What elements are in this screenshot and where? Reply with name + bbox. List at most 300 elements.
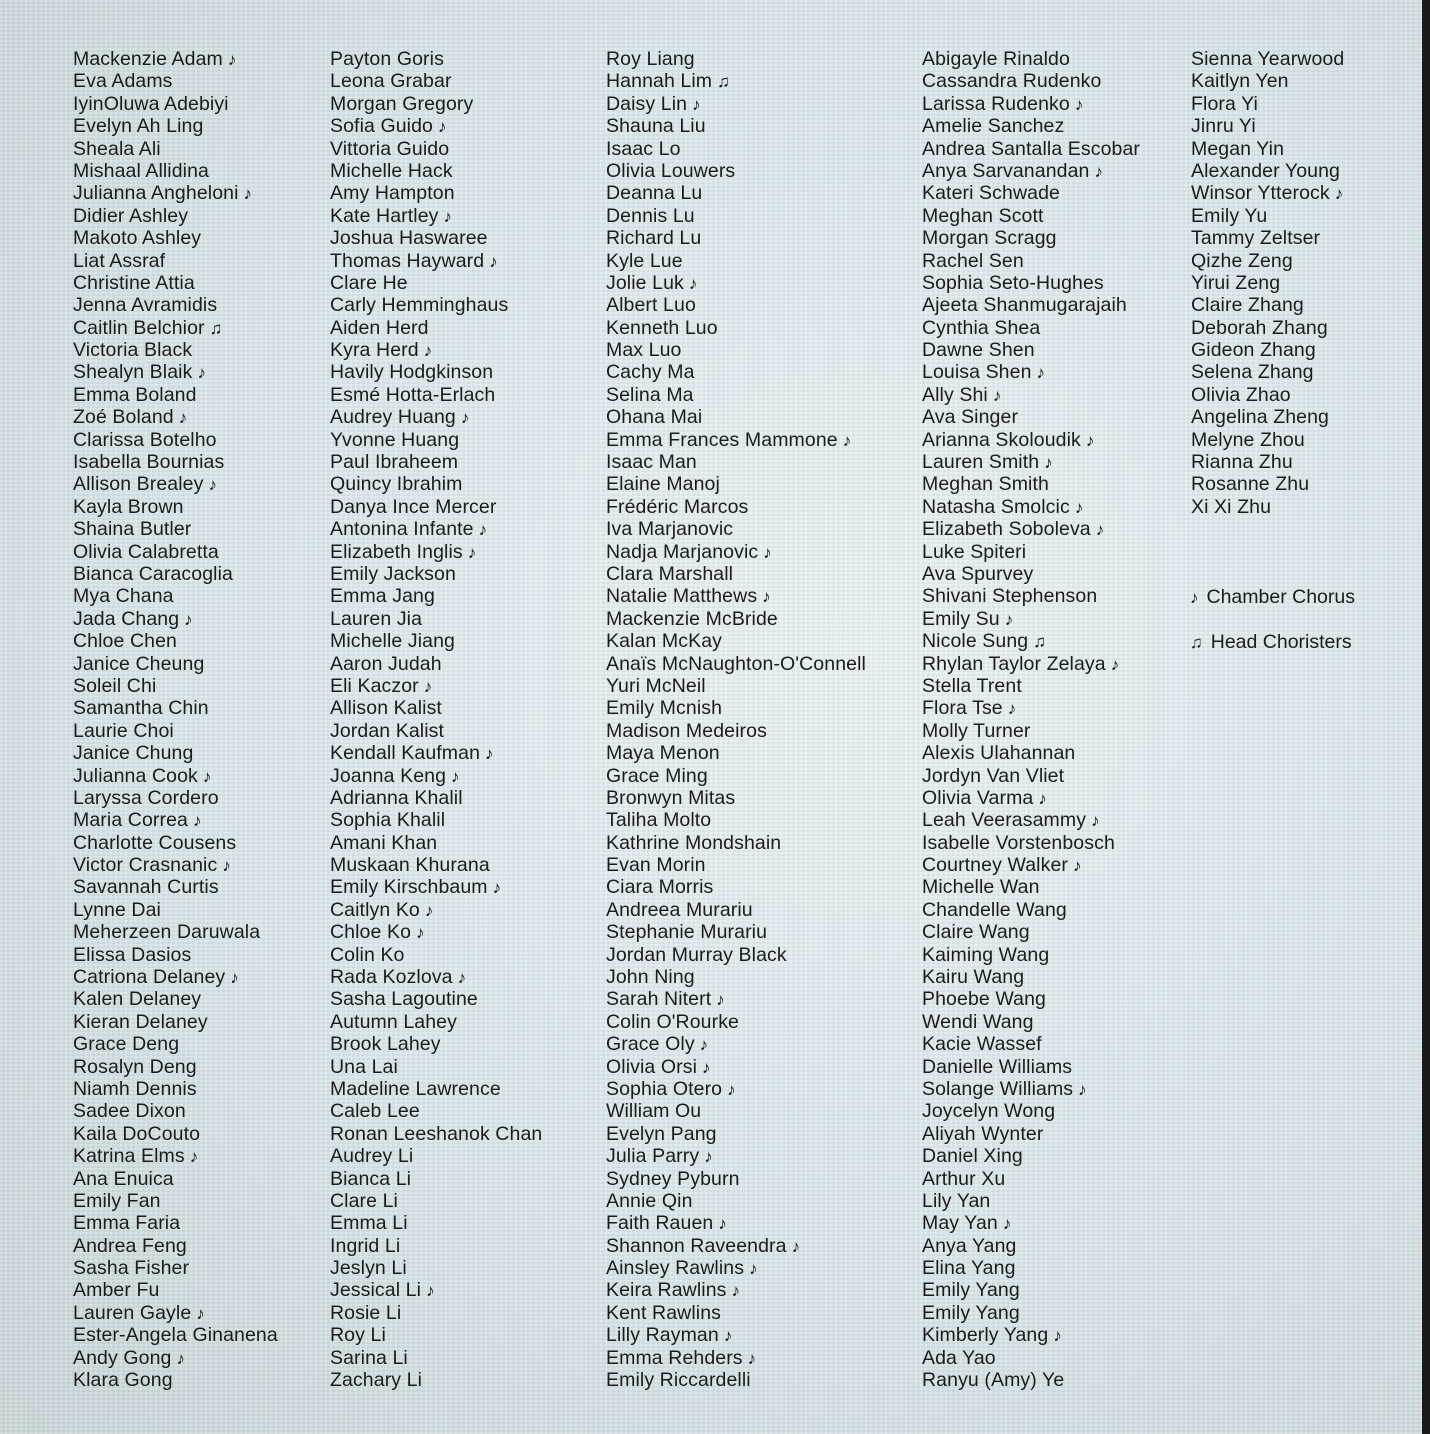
chorister-name (330, 541, 542, 563)
chorister-name (330, 697, 542, 719)
chorister-name-text: Audrey Li (330, 1145, 414, 1168)
chorister-name (330, 48, 542, 70)
chorister-name-text: Colin O'Rourke (606, 1010, 740, 1033)
chorister-name-text: Bianca Li (330, 1167, 412, 1190)
chorister-name-text: Natalie Matthews (606, 585, 758, 608)
chorister-name-text: Esmé Hotta-Erlach (330, 383, 496, 406)
chorister-name-text: Natasha Smolcic (922, 495, 1070, 518)
chorister-name (1191, 339, 1344, 361)
chamber-chorus-note-icon: ♪ (718, 1214, 727, 1234)
chorister-name-text: Sarah Nitert (606, 988, 712, 1011)
chorister-name (606, 406, 866, 428)
chorister-name (922, 675, 1140, 697)
chamber-chorus-note-icon: ♪ (178, 408, 188, 428)
chorister-name-text: Julianna Angheloni (73, 182, 239, 205)
chamber-chorus-note-icon: ♪ (192, 811, 202, 831)
chorister-name-text: Rachel Sen (922, 249, 1024, 272)
chamber-chorus-note-icon: ♪ (176, 1348, 186, 1368)
chorister-name (330, 1145, 542, 1167)
chorister-name (922, 294, 1140, 316)
chorister-name (922, 182, 1140, 204)
chorister-name (330, 1302, 542, 1324)
chorister-name-text: Kateri Schwade (922, 182, 1060, 205)
chorister-name-text: Jada Chang (73, 607, 180, 630)
chamber-chorus-note-icon: ♪ (1002, 1214, 1012, 1234)
chorister-name-text: Chloe Ko (330, 921, 412, 944)
chorister-name-text: Claire Zhang (1191, 294, 1304, 317)
chorister-name (73, 429, 278, 451)
chorister-name-text: Katrina Elms (73, 1145, 185, 1168)
chorister-name (73, 563, 278, 585)
chorister-name-text: Stella Trent (922, 674, 1022, 697)
chorister-name (330, 317, 542, 339)
chorister-name (330, 675, 542, 697)
chamber-chorus-note-icon: ♪ (227, 50, 237, 69)
chorister-name (606, 854, 866, 876)
chorister-name (922, 720, 1140, 742)
chorister-name (330, 1235, 542, 1257)
chorister-name-text: Clare He (330, 271, 408, 294)
chorister-name-text: Jessical Li (330, 1279, 422, 1302)
chorister-name-text: Deanna Lu (606, 182, 703, 205)
chorister-name (606, 182, 866, 204)
chorister-name-text: Qizhe Zeng (1191, 249, 1293, 272)
chorister-name-text: Olivia Varma (922, 786, 1034, 809)
name-column-1 (73, 48, 278, 1391)
chorister-name (330, 653, 542, 675)
chorister-name-text: Meghan Smith (922, 473, 1049, 496)
chorister-name (73, 653, 278, 675)
chorister-name-text: Molly Turner (922, 719, 1031, 742)
chorister-name-text: Jordyn Van Vliet (922, 764, 1065, 787)
chorister-name-text: Michelle Jiang (330, 630, 455, 653)
chorister-name (330, 787, 542, 809)
chorister-name (73, 1011, 278, 1033)
legend-head-choristers (1190, 631, 1352, 654)
chorister-name (922, 787, 1140, 809)
chorister-name (606, 966, 866, 988)
chorister-name (73, 473, 278, 495)
chorister-name-text: Una Lai (330, 1055, 398, 1078)
chorister-name-text: Ainsley Rawlins (606, 1257, 745, 1280)
chorister-name-text: Lauren Gayle (73, 1301, 192, 1324)
chorister-name (922, 1078, 1140, 1100)
chorister-name-text: Claire Wang (922, 921, 1030, 944)
chorister-name-text: Muskaan Khurana (330, 854, 490, 877)
chorister-name (73, 93, 278, 115)
chorister-name-text: Sienna Yearwood (1191, 48, 1345, 70)
chorister-name (606, 70, 866, 92)
chorister-name-text: John Ning (606, 966, 695, 989)
chorister-name (922, 384, 1140, 406)
chorister-name-text: Amy Hampton (330, 182, 455, 205)
chorister-name-text: Deborah Zhang (1191, 316, 1328, 339)
chorister-name-text: Isabella Bournias (73, 451, 225, 474)
chorister-name-text: Kathrine Mondshain (606, 831, 782, 854)
chorister-name (606, 1369, 866, 1391)
chorister-name (73, 1257, 278, 1279)
chorister-name-text: Gideon Zhang (1191, 339, 1316, 362)
chorister-name (73, 451, 278, 473)
chorister-name-text: Dennis Lu (606, 204, 695, 227)
chorister-name-text: Maria Correa (73, 809, 188, 832)
chorister-name (330, 138, 542, 160)
chorister-name-text: Leah Veerasammy (922, 809, 1087, 832)
chorister-name (73, 742, 278, 764)
chorister-name (606, 1190, 866, 1212)
chorister-name (330, 1056, 542, 1078)
chorister-name (73, 876, 278, 898)
chorister-name-text: Iva Marjanovic (606, 518, 734, 541)
chorister-name (606, 1078, 866, 1100)
chorister-name-text: Laryssa Cordero (73, 786, 219, 809)
chorister-name (330, 1100, 542, 1122)
chorister-name-text: Sophia Seto-Hughes (922, 271, 1104, 294)
chorister-name-text: Carly Hemminghaus (330, 294, 509, 317)
chorister-name-text: Anya Yang (922, 1234, 1017, 1257)
chamber-chorus-note-icon: ♪ (1334, 184, 1344, 204)
chamber-chorus-note-icon: ♪ (423, 341, 433, 361)
chorister-name (606, 1257, 866, 1279)
chorister-name-text: Taliha Molto (606, 809, 712, 832)
chorister-name (330, 115, 542, 137)
chorister-name (73, 361, 278, 383)
chamber-chorus-note-icon: ♪ (197, 363, 207, 383)
chorister-name-text: Kairu Wang (922, 966, 1025, 989)
chorister-name-text: Audrey Huang (330, 406, 456, 429)
chamber-chorus-note-icon: ♪ (222, 856, 231, 876)
chorister-name (606, 138, 866, 160)
note-icon: ♪ (1190, 588, 1199, 607)
chorister-name (922, 1190, 1140, 1212)
chorister-name (73, 854, 278, 876)
chorister-name-text: Caitlyn Ko (330, 898, 420, 921)
chorister-name-text: Emma Faria (73, 1212, 181, 1235)
chorister-name-text: Cachy Ma (606, 361, 695, 384)
chorister-name-text: Sydney Pyburn (606, 1167, 740, 1190)
chorister-name (922, 876, 1140, 898)
chorister-name-text: Catriona Delaney (73, 966, 226, 989)
chorister-name (73, 496, 278, 518)
chorister-name (922, 406, 1140, 428)
chorister-name-text: Victor Crasnanic (73, 854, 218, 877)
chorister-name-text: Aiden Herd (330, 316, 429, 339)
chamber-chorus-note-icon: ♪ (196, 1303, 205, 1323)
chorister-name-text: Caitlin Belchior (73, 316, 205, 339)
chorister-name (73, 384, 278, 406)
chorister-name (1191, 70, 1344, 92)
chorister-name (922, 921, 1140, 943)
chorister-name (606, 1168, 866, 1190)
chorister-name-text: Allison Brealey (73, 473, 204, 496)
chorister-name (922, 317, 1140, 339)
chorister-name-text: Roy Liang (606, 48, 695, 70)
chorister-name (330, 429, 542, 451)
chorister-name (922, 1123, 1140, 1145)
chamber-chorus-note-icon: ♪ (202, 766, 212, 786)
chorister-name (606, 675, 866, 697)
chorister-name (922, 1145, 1140, 1167)
chorister-name (606, 787, 866, 809)
chamber-chorus-note-icon: ♪ (467, 542, 477, 562)
chorister-name-text: Ally Shi (922, 383, 988, 406)
chamber-chorus-note-icon: ♪ (492, 878, 502, 898)
chorister-name (73, 988, 278, 1010)
chorister-name-text: Evan Morin (606, 854, 706, 877)
chorister-name (73, 630, 278, 652)
chorister-name-text: Emma Frances Mammone (606, 428, 838, 451)
chorister-name (73, 720, 278, 742)
chorister-name (330, 1257, 542, 1279)
chorister-name (73, 317, 278, 339)
chorister-name (330, 1123, 542, 1145)
chorister-name (606, 832, 866, 854)
chorister-name-text: Leona Grabar (330, 70, 452, 93)
chorister-name (73, 138, 278, 160)
chorister-name-text: Olivia Louwers (606, 159, 736, 182)
chorister-name (922, 653, 1140, 675)
chamber-chorus-note-icon: ♪ (763, 542, 772, 562)
chorister-name-text: Meghan Scott (922, 204, 1044, 227)
chorister-name (606, 809, 866, 831)
chorister-name-text: Kaitlyn Yen (1191, 70, 1289, 93)
chorister-name-text: Elaine Manoj (606, 473, 720, 496)
chorister-name-text: Emily Yu (1191, 204, 1268, 227)
chorister-name-text: Didier Ashley (73, 204, 189, 227)
chamber-chorus-note-icon: ♪ (189, 1147, 199, 1167)
chorister-name-text: Danya Ince Mercer (330, 495, 497, 518)
chamber-chorus-note-icon: ♪ (1004, 609, 1014, 629)
chorister-name (606, 765, 866, 787)
chorister-name (73, 1100, 278, 1122)
chorister-name (330, 182, 542, 204)
chorister-name-text: Alexis Ulahannan (922, 742, 1076, 765)
chorister-name (922, 1279, 1140, 1301)
chorister-name-text: Elizabeth Inglis (330, 540, 463, 563)
scan-edge (1422, 0, 1430, 1434)
chorister-name (606, 1033, 866, 1055)
chorister-name-text: Lauren Jia (330, 607, 423, 630)
chamber-chorus-note-icon: ♪ (423, 676, 433, 696)
chorister-name (73, 1347, 278, 1369)
chorister-name-text: Meherzeen Daruwala (73, 921, 261, 944)
chorister-name (330, 1212, 542, 1234)
chamber-chorus-note-icon: ♪ (243, 184, 253, 204)
chorister-name (606, 48, 866, 70)
chorister-name-text: Ester-Angela Ginanena (73, 1324, 278, 1347)
chorister-name-text: Max Luo (606, 339, 682, 362)
chorister-name (73, 406, 278, 428)
chorister-name (73, 294, 278, 316)
chorister-name (922, 70, 1140, 92)
chorister-name-text: Julianna Cook (73, 764, 198, 787)
chamber-chorus-note-icon: ♪ (1044, 453, 1053, 473)
chorister-name-text: Samantha Chin (73, 697, 209, 720)
chorister-name-text: Aliyah Wynter (922, 1122, 1044, 1145)
chamber-chorus-note-icon: ♪ (489, 251, 498, 271)
chorister-name-text: Kaila DoCouto (73, 1122, 201, 1145)
chorister-name-text: Jenna Avramidis (73, 294, 218, 317)
chorister-name-text: Laurie Choi (73, 719, 174, 742)
chorister-name (73, 182, 278, 204)
chorister-name (1191, 227, 1344, 249)
chorister-name (330, 832, 542, 854)
chorister-name (330, 496, 542, 518)
chorister-name (922, 339, 1140, 361)
chorister-name-text: Madison Medeiros (606, 719, 767, 742)
chorister-name (922, 988, 1140, 1010)
chorister-name (330, 966, 542, 988)
chorister-name (922, 1369, 1140, 1391)
chorister-name-text: Luke Spiteri (922, 540, 1027, 563)
chorister-name-text: Havily Hodgkinson (330, 361, 494, 384)
chorister-name (922, 1257, 1140, 1279)
chorister-name (73, 1302, 278, 1324)
chorister-name (73, 966, 278, 988)
chorister-name-text: Rianna Zhu (1191, 451, 1293, 474)
chorister-name-text: Kalen Delaney (73, 988, 202, 1011)
chorister-name-text: Emma Li (330, 1212, 408, 1235)
chorister-name-text: Solange Williams (922, 1077, 1074, 1100)
chorister-name-text: Sarina Li (330, 1346, 408, 1369)
chorister-name-text: Allison Kalist (330, 697, 442, 720)
chorister-name-text: Mackenzie Adam (73, 48, 223, 70)
chorister-name (330, 93, 542, 115)
chorister-name-text: Elizabeth Soboleva (922, 518, 1091, 541)
chorister-name (606, 473, 866, 495)
chorister-name (330, 272, 542, 294)
chorister-name (73, 160, 278, 182)
chorister-name-text: Michelle Wan (922, 876, 1040, 899)
chorister-name (922, 697, 1140, 719)
chamber-chorus-note-icon: ♪ (1038, 788, 1047, 808)
legend-label: Head Choristers (1210, 631, 1352, 653)
chorister-name (922, 966, 1140, 988)
chorister-name (330, 720, 542, 742)
chorister-name (330, 406, 542, 428)
chamber-chorus-note-icon: ♪ (747, 1348, 757, 1368)
chorister-name (922, 742, 1140, 764)
chorister-name-text: Selina Ma (606, 383, 694, 406)
chorister-name-text: Kyle Lue (606, 249, 683, 272)
chorister-name-text: Kayla Brown (73, 495, 184, 518)
chorister-name-text: Ava Singer (922, 406, 1019, 429)
chorister-name (606, 272, 866, 294)
chorister-name-text: Maya Menon (606, 742, 720, 765)
chorister-name-text: Kaiming Wang (922, 943, 1050, 966)
chorister-name (922, 809, 1140, 831)
chorister-name-text: Flora Yi (1191, 92, 1258, 115)
chorister-name-text: Clarissa Botelho (73, 428, 217, 451)
chorister-name-text: Emily Fan (73, 1189, 161, 1212)
chorister-name-text: Ada Yao (922, 1346, 996, 1369)
chorister-name-text: Isabelle Vorstenbosch (922, 831, 1115, 854)
chorister-name-text: Autumn Lahey (330, 1010, 457, 1033)
chorister-name-text: Jeslyn Li (330, 1257, 407, 1280)
chorister-name-text: Joshua Haswaree (330, 227, 488, 250)
chorister-name (330, 70, 542, 92)
chorister-name (922, 1168, 1140, 1190)
chorister-name-text: Liat Assraf (73, 249, 166, 272)
chorister-name-text: Emily Su (922, 607, 1000, 630)
chamber-chorus-note-icon: ♪ (230, 968, 239, 988)
chorister-name (73, 1168, 278, 1190)
chorister-name-text: Emma Jang (330, 585, 435, 608)
chamber-chorus-note-icon: ♪ (1074, 497, 1084, 517)
name-column-3 (606, 48, 866, 1391)
chorister-name-text: Rosalyn Deng (73, 1055, 197, 1078)
chorister-name (73, 1145, 278, 1167)
chorister-name (922, 451, 1140, 473)
chorister-name (330, 1168, 542, 1190)
chamber-chorus-note-icon: ♪ (416, 923, 425, 943)
chorister-name-text: Emily Jackson (330, 562, 456, 585)
chorister-name-text: Clara Marshall (606, 562, 734, 585)
chamber-chorus-note-icon: ♪ (688, 273, 698, 293)
chorister-name-text: Emily Mcnish (606, 697, 723, 720)
chorister-name-text: Bianca Caracoglia (73, 562, 233, 585)
chamber-chorus-note-icon: ♪ (704, 1147, 713, 1167)
chorister-name (606, 1212, 866, 1234)
chorister-name (922, 1033, 1140, 1055)
chorister-name-text: Kate Hartley (330, 204, 439, 227)
chorister-name (606, 361, 866, 383)
chorister-name-text: Kenneth Luo (606, 316, 718, 339)
chorister-name-text: Lily Yan (922, 1189, 991, 1212)
name-column-4 (922, 48, 1140, 1391)
chorister-name (330, 608, 542, 630)
chorister-name (1191, 429, 1344, 451)
chorister-name (922, 160, 1140, 182)
chorister-name-text: Victoria Black (73, 339, 193, 362)
chorister-name (73, 1190, 278, 1212)
chorister-name (606, 541, 866, 563)
chorister-name-text: Andy Gong (73, 1346, 172, 1369)
chorister-name (606, 720, 866, 742)
chamber-chorus-note-icon: ♪ (731, 1281, 741, 1301)
chorister-name (606, 563, 866, 585)
chorister-name-text: Angelina Zheng (1191, 406, 1330, 429)
chorister-name (922, 765, 1140, 787)
chorister-name-text: Kyra Herd (330, 339, 419, 362)
chorister-name-text: Emily Yang (922, 1301, 1020, 1324)
chorister-name-text: Lilly Rayman (606, 1324, 719, 1347)
chorister-name-text: Amani Khan (330, 831, 438, 854)
chamber-chorus-note-icon: ♪ (749, 1259, 758, 1279)
chorister-name (606, 653, 866, 675)
chorister-name-text: Richard Lu (606, 227, 702, 250)
chorister-name (922, 48, 1140, 70)
chorister-name-text: Isaac Man (606, 451, 697, 474)
double-note-icon: ♫ (1190, 633, 1203, 652)
chorister-name (1191, 294, 1344, 316)
chorister-name (330, 944, 542, 966)
chorister-name (330, 473, 542, 495)
chorister-name (606, 339, 866, 361)
chorister-name-text: Sadee Dixon (73, 1100, 186, 1123)
name-column-5 (1191, 48, 1344, 518)
legend-chamber-chorus (1190, 586, 1355, 609)
chorister-name (330, 563, 542, 585)
chorister-name-text: Elina Yang (922, 1257, 1016, 1280)
chorister-name-text: Shealyn Blaik (73, 361, 193, 384)
chorister-name-text: Andreea Murariu (606, 898, 753, 921)
chorister-name (73, 205, 278, 227)
chorister-name (922, 205, 1140, 227)
chorister-name (922, 496, 1140, 518)
chorister-name (606, 697, 866, 719)
chorister-name (922, 832, 1140, 854)
